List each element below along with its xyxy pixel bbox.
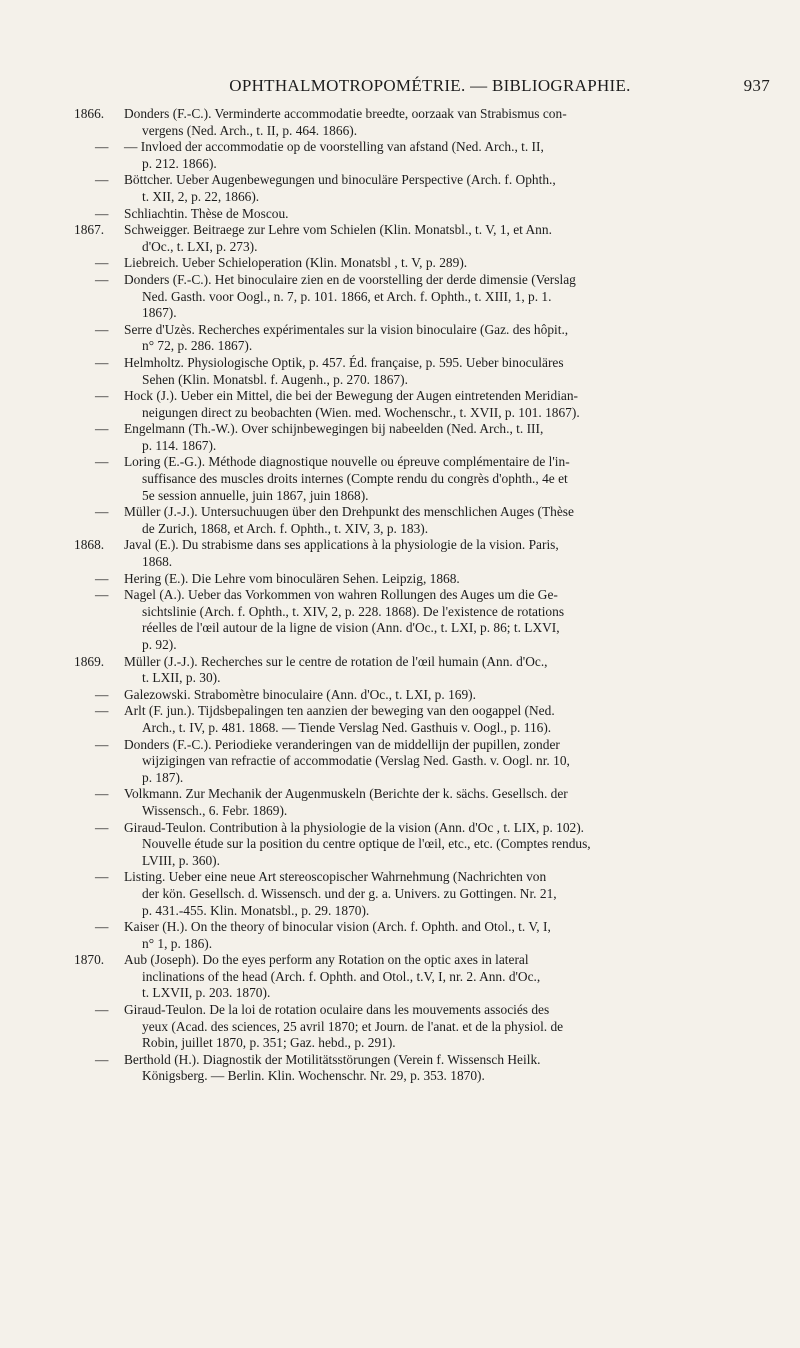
entry-line: Giraud-Teulon. De la loi de rotation oculaire dans les mouvements associés des <box>124 1002 550 1018</box>
entry-line: Königsberg. — Berlin. Klin. Wochenschr. Nr. 29, p. 353. 1870). <box>142 1068 485 1084</box>
bibliography-entry <box>90 139 772 172</box>
entry-line: Müller (J.-J.). Untersuchuugen über den Drehpunkt des menschlichen Auges (Thèse <box>124 504 574 520</box>
bibliography-entry <box>90 388 772 421</box>
bibliography-entry <box>90 504 772 537</box>
entry-line: suffisance des muscles droits internes (Compte rendu du congrès d'ophth., 4e et <box>142 471 568 487</box>
entry-line: Kaiser (H.). On the theory of binocular vision (Arch. f. Ophth. and Otol., t. V, I, <box>124 919 551 935</box>
entry-line: 1867). <box>142 305 177 321</box>
entry-line: Engelmann (Th.-W.). Over schijnbewegingen bij nabeelden (Ned. Arch., t. III, <box>124 421 544 437</box>
entry-year: — <box>95 205 109 221</box>
bibliography-entry <box>90 587 772 653</box>
entry-line: Nagel (A.). Ueber das Vorkommen von wahren Rollungen des Auges um die Ge- <box>124 587 558 603</box>
entry-line: neigungen direct zu beobachten (Wien. med. Wochenschr., t. XVII, p. 101. 1867). <box>142 404 580 420</box>
entry-line: Berthold (H.). Diagnostik der Motilitätsstörungen (Verein f. Wissensch Heilk. <box>124 1051 541 1067</box>
entry-line: Volkmann. Zur Mechanik der Augenmuskeln (Berichte der k. sächs. Gesellsch. der <box>124 786 568 802</box>
entry-year: — <box>95 1051 109 1067</box>
entry-year: — <box>95 736 109 752</box>
entry-line: Böttcher. Ueber Augenbewegungen und binoculäre Perspective (Arch. f. Ophth., <box>124 172 556 188</box>
entry-line: Schliachtin. Thèse de Moscou. <box>124 205 289 221</box>
bibliography-entry <box>90 687 772 704</box>
entry-line: p. 187). <box>142 769 184 785</box>
entry-line: Helmholtz. Physiologische Optik, p. 457. Éd. française, p. 595. Ueber binoculäres <box>124 354 564 370</box>
entry-line: yeux (Acad. des sciences, 25 avril 1870; et Journ. de l'anat. et de la physiol. de <box>142 1018 564 1034</box>
entry-line: Aub (Joseph). Do the eyes perform any Rotation on the optic axes in lateral <box>124 952 529 968</box>
entry-year: — <box>95 703 109 719</box>
bibliography-entry <box>90 355 772 388</box>
entry-line: t. LXII, p. 30). <box>142 670 221 686</box>
bibliography-entry <box>90 172 772 205</box>
entry-year: — <box>95 271 109 287</box>
entry-line: Schweigger. Beitraege zur Lehre vom Schielen (Klin. Monatsbl., t. V, 1, et Ann. <box>124 222 552 238</box>
entry-year: 1866. <box>74 106 105 121</box>
entry-line: Galezowski. Strabomètre binoculaire (Ann. d'Oc., t. LXI, p. 169). <box>124 686 476 702</box>
entry-line: 5e session annuelle, juin 1867, juin 1868). <box>142 487 369 503</box>
entry-line: p. 431.-455. Klin. Monatsbl., p. 29. 1870). <box>142 902 370 918</box>
entry-line: p. 114. 1867). <box>142 437 217 453</box>
running-header <box>90 76 770 102</box>
bibliography-entry <box>74 952 772 1002</box>
entry-line: Donders (F.-C.). Periodieke veranderingen van de middellijn der pupillen, zonder <box>124 736 560 752</box>
bibliography-entry <box>90 272 772 322</box>
entry-line: réelles de l'œil autour de la ligne de vision (Ann. d'Oc., t. LXI, p. 86; t. LXVI, <box>142 620 560 636</box>
entry-year: 1869. <box>74 653 105 669</box>
entry-line: Serre d'Uzès. Recherches expérimentales sur la vision binoculaire (Gaz. des hôpit., <box>124 321 569 337</box>
entry-year: — <box>95 388 109 404</box>
entry-line: Arch., t. IV, p. 481. 1868. — Tiende Verslag Ned. Gasthuis v. Oogl., p. 116). <box>142 719 552 735</box>
entry-line: vergens (Ned. Arch., t. II, p. 464. 1866). <box>142 122 358 138</box>
entry-line: der kön. Gesellsch. d. Wissensch. und der g. a. Univers. zu Gottingen. Nr. 21, <box>142 885 557 901</box>
entry-year: — <box>95 172 109 188</box>
bibliography-entry <box>90 703 772 736</box>
entry-line: LVIII, p. 360). <box>142 852 220 868</box>
entry-line: n° 1, p. 186). <box>142 935 213 951</box>
entry-line: Wissensch., 6. Febr. 1869). <box>142 802 288 818</box>
entry-year: — <box>95 819 109 835</box>
bibliography-entry <box>74 537 772 570</box>
entry-year: — <box>95 354 109 370</box>
entry-line: Liebreich. Ueber Schieloperation (Klin. Monatsbl , t. V, p. 289). <box>124 255 468 271</box>
entry-year: — <box>95 421 109 437</box>
entry-year: — <box>95 454 109 470</box>
entry-line: Donders (F.-C.). Het binoculaire zien en de voorstelling der derde dimensie (Verslag <box>124 271 576 287</box>
bibliography-entry <box>74 653 772 687</box>
entry-line: — Invloed der accommodatie op de voorstelling van afstand (Ned. Arch., t. II, <box>124 139 544 155</box>
entry-line: wijzigingen van refractie of accommodatie (Verslag Ned. Gasth. v. Oogl. nr. 10, <box>142 753 570 769</box>
entry-year: — <box>95 1002 109 1018</box>
bibliography-entry <box>90 737 772 787</box>
entry-line: Arlt (F. jun.). Tijdsbepalingen ten aanzien der beweging van den oogappel (Ned. <box>124 703 555 719</box>
entry-line: Nouvelle étude sur la position du centre optique de l'œil, etc., etc. (Comptes rendus, <box>142 836 591 852</box>
entry-year: — <box>95 321 109 337</box>
bibliography-entry <box>74 106 772 139</box>
entry-year: — <box>95 255 109 271</box>
bibliography-entry <box>90 454 772 504</box>
entry-line: Ned. Gasth. voor Oogl., n. 7, p. 101. 1866, et Arch. f. Ophth., t. XIII, 1, p. 1. <box>142 288 552 304</box>
entry-line: Listing. Ueber eine neue Art stereoscopischer Wahrnehmung (Nachrichten von <box>124 869 547 885</box>
entry-line: n° 72, p. 286. 1867). <box>142 338 253 354</box>
bibliography-entry <box>90 421 772 454</box>
entry-year: 1868. <box>74 537 105 553</box>
entry-line: Loring (E.-G.). Méthode diagnostique nouvelle ou épreuve complémentaire de l'in- <box>124 454 570 470</box>
entry-line: Hering (E.). Die Lehre vom binoculären Sehen. Leipzig, 1868. <box>124 570 460 586</box>
entry-year: — <box>95 686 109 702</box>
bibliography-entry <box>90 1052 772 1085</box>
entry-year: — <box>95 587 109 603</box>
entry-line: Robin, juillet 1870, p. 351; Gaz. hebd., p. 291). <box>142 1035 396 1051</box>
bibliography-entry <box>90 255 772 272</box>
bibliography-entry <box>90 1002 772 1052</box>
entry-line: d'Oc., t. LXI, p. 273). <box>142 238 258 254</box>
running-title: OPHTHALMOTROPOMÉTRIE. — BIBLIOGRAPHIE. <box>229 76 631 95</box>
entry-year: 1867. <box>74 222 105 238</box>
bibliography-entry <box>90 786 772 819</box>
entry-year: — <box>95 504 109 520</box>
bibliography-list <box>74 106 772 1085</box>
entry-line: Sehen (Klin. Monatsbl. f. Augenh., p. 270. 1867). <box>142 371 408 387</box>
bibliography-entry <box>90 869 772 919</box>
bibliography-entry <box>90 919 772 952</box>
entry-year: 1870. <box>74 952 105 968</box>
bibliography-entry <box>90 206 772 223</box>
entry-year: — <box>95 919 109 935</box>
bibliography-entry <box>90 820 772 870</box>
page-number: 937 <box>743 76 770 95</box>
entry-line: p. 212. 1866). <box>142 155 217 171</box>
entry-line: t. LXVII, p. 203. 1870). <box>142 985 271 1001</box>
entry-year: — <box>95 869 109 885</box>
entry-line: Donders (F.-C.). Verminderte accommodatie breedte, oorzaak van Strabismus con- <box>124 106 567 121</box>
entry-line: Müller (J.-J.). Recherches sur le centre de rotation de l'œil humain (Ann. d'Oc., <box>124 653 548 669</box>
bibliography-entry <box>90 322 772 355</box>
entry-line: inclinations of the head (Arch. f. Ophth. and Otol., t.V, I, nr. 2. Ann. d'Oc., <box>142 968 541 984</box>
entry-line: sichtslinie (Arch. f. Ophth., t. XIV, 2, p. 228. 1868). De l'existence de rotations <box>142 603 565 619</box>
entry-year: — <box>95 570 109 586</box>
entry-line: de Zurich, 1868, et Arch. f. Ophth., t. XIV, 3, p. 183). <box>142 520 429 536</box>
entry-line: Javal (E.). Du strabisme dans ses applications à la physiologie de la vision. Paris, <box>124 537 559 553</box>
entry-line: Giraud-Teulon. Contribution à la physiologie de la vision (Ann. d'Oc , t. LIX, p. 102). <box>124 819 585 835</box>
bibliography-entry <box>74 222 772 255</box>
entry-line: 1868. <box>142 554 173 570</box>
entry-year: — <box>95 786 109 802</box>
entry-line: t. XII, 2, p. 22, 1866). <box>142 188 260 204</box>
entry-year: — <box>95 139 109 155</box>
entry-line: Hock (J.). Ueber ein Mittel, die bei der Bewegung der Augen eintretenden Meridian- <box>124 388 579 404</box>
entry-line: p. 92). <box>142 637 177 652</box>
bibliography-entry <box>90 571 772 588</box>
